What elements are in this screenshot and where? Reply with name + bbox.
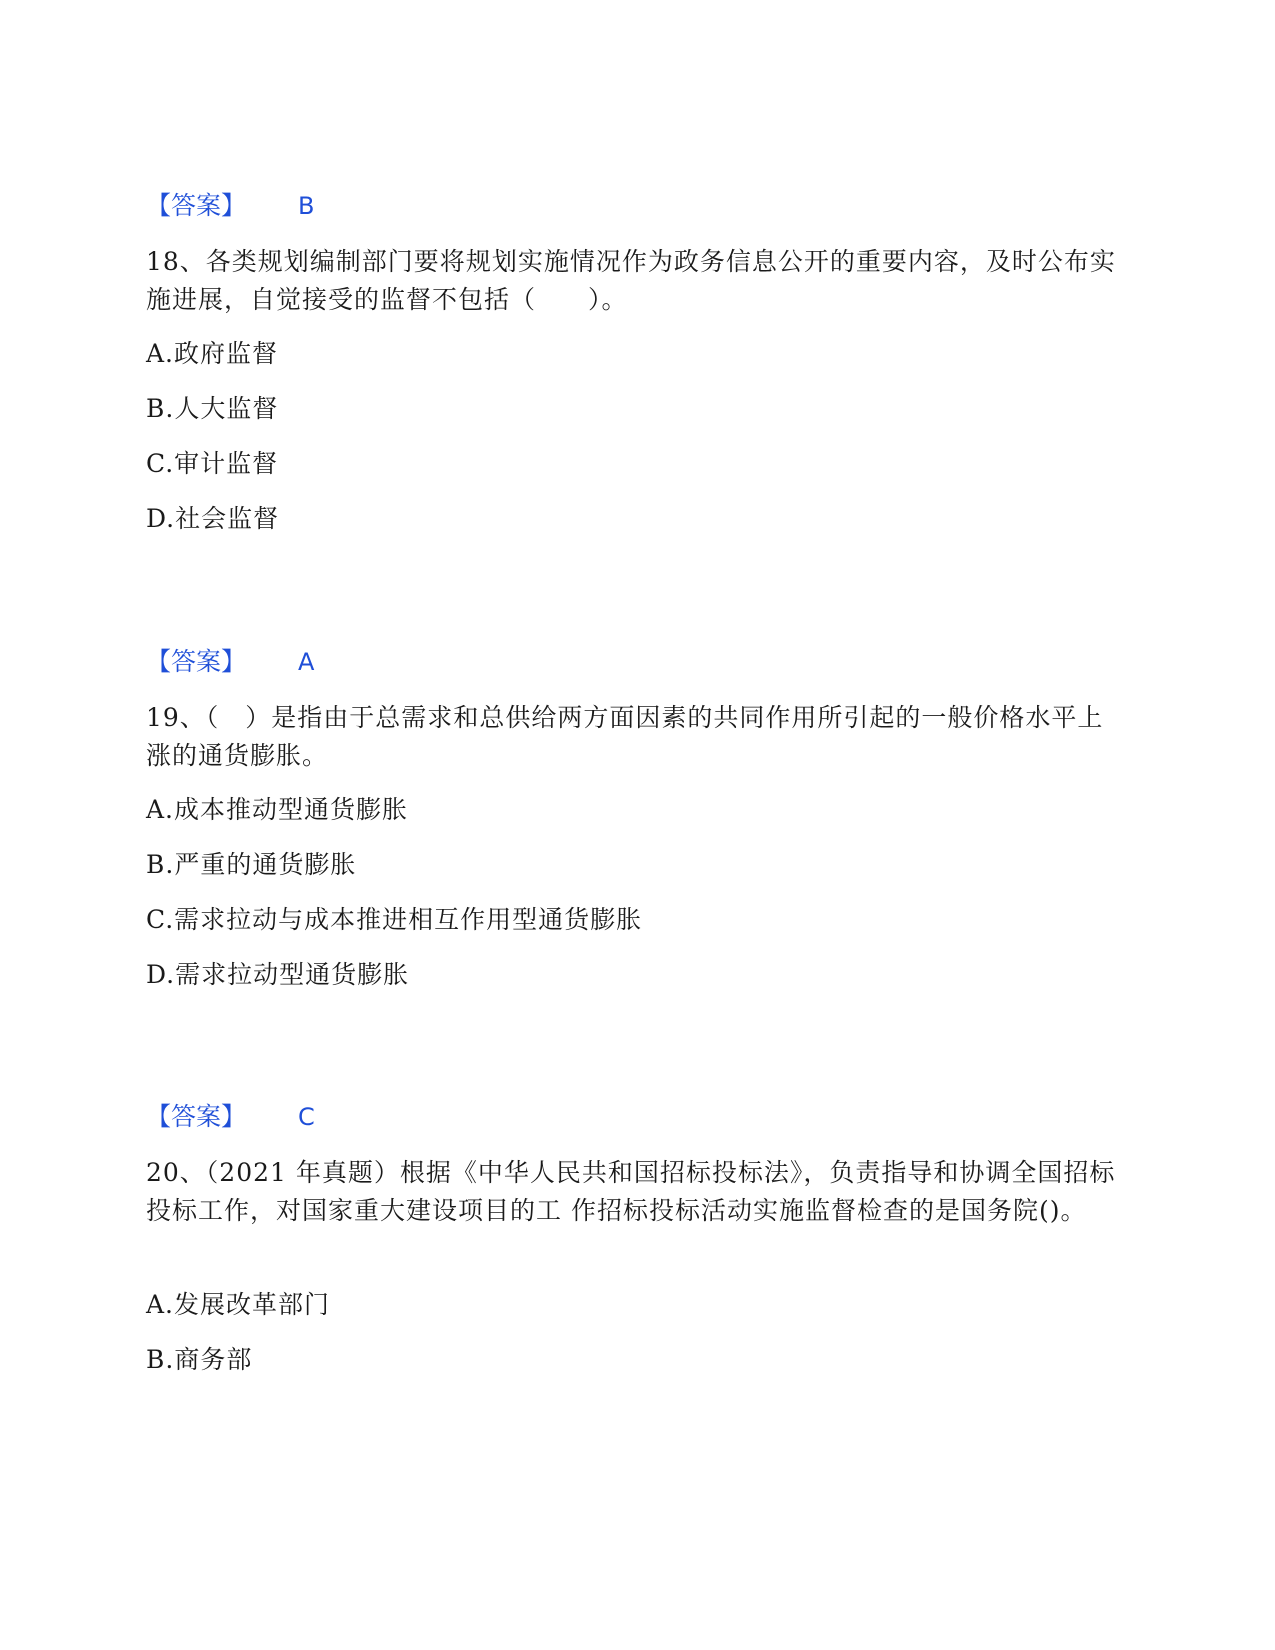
answer-value: A xyxy=(298,648,315,676)
question-19-option-a: A.成本推动型通货膨胀 xyxy=(146,795,409,824)
question-19-text: 19、（ ）是指由于总需求和总供给两方面因素的共同作用所引起的一般价格水平上涨的通货膨胀。 xyxy=(146,703,1104,770)
answer-line xyxy=(146,642,314,682)
answer-label: 【答案】 xyxy=(146,1102,247,1131)
question-19-option-b: B.严重的通货膨胀 xyxy=(146,850,357,879)
answer-label: 【答案】 xyxy=(146,647,247,676)
answer-value: C xyxy=(298,1103,315,1131)
answer-line xyxy=(146,1097,315,1137)
answer-label: 【答案】 xyxy=(146,191,247,220)
question-18-option-d: D.社会监督 xyxy=(146,504,280,533)
question-20-text: 20、（2021 年真题）根据《中华人民共和国招标投标法》，负责指导和协调全国招标投标工作，对国家重大建设项目的工 作招标投标活动实施监督检查的是国务院()。 xyxy=(146,1158,1116,1225)
answer-line xyxy=(146,186,314,226)
question-19-option-d: D.需求拉动型通货膨胀 xyxy=(146,960,410,989)
question-20-option-a: A.发展改革部门 xyxy=(146,1290,331,1319)
answer-value: B xyxy=(298,192,315,220)
question-18-option-a: A.政府监督 xyxy=(146,339,279,368)
question-19-option-c: C.需求拉动与成本推进相互作用型通货膨胀 xyxy=(146,905,643,934)
question-18-option-b: B.人大监督 xyxy=(146,394,279,423)
question-20-option-b: B.商务部 xyxy=(146,1345,253,1374)
question-18-option-c: C.审计监督 xyxy=(146,449,279,478)
question-18-text: 18、各类规划编制部门要将规划实施情况作为政务信息公开的重要内容，及时公布实施进展，自觉接受的监督不包括（ ）。 xyxy=(146,247,1116,314)
